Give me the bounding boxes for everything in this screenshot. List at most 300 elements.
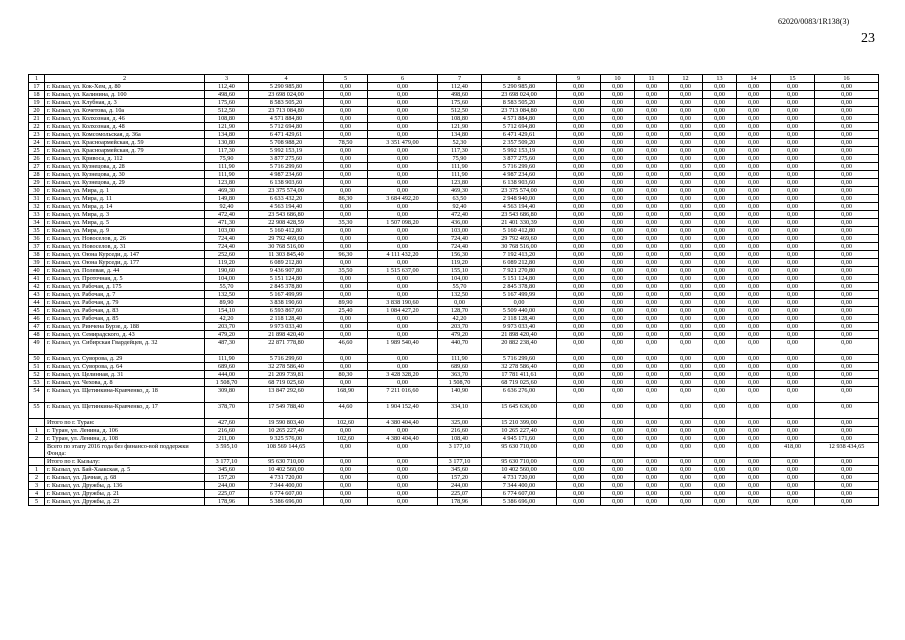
value-cell: 0,00 bbox=[815, 147, 879, 155]
value-cell: 111,90 bbox=[205, 171, 249, 179]
value-cell: 0,00 bbox=[324, 283, 368, 291]
value-cell: 0,00 bbox=[737, 267, 771, 275]
table-row bbox=[29, 498, 879, 506]
value-cell: 0,00 bbox=[815, 435, 879, 443]
value-cell: 75,90 bbox=[438, 155, 482, 163]
table-row bbox=[29, 179, 879, 187]
value-cell: 0,00 bbox=[482, 299, 557, 307]
value-cell: 121,90 bbox=[438, 123, 482, 131]
value-cell: 0,00 bbox=[669, 115, 703, 123]
value-cell: 168,90 bbox=[324, 387, 368, 403]
value-cell: 0,00 bbox=[601, 235, 635, 243]
value-cell: 7 921 270,80 bbox=[482, 267, 557, 275]
value-cell: 17 781 411,61 bbox=[482, 371, 557, 379]
value-cell: 0,00 bbox=[601, 466, 635, 474]
address-cell: г. Кызыл, ул. Новоселов, д. 31 bbox=[45, 243, 205, 251]
value-cell: 512,50 bbox=[205, 107, 249, 115]
value-cell: 108,80 bbox=[438, 115, 482, 123]
value-cell: 0,00 bbox=[635, 99, 669, 107]
value-cell: 9 436 907,80 bbox=[249, 267, 324, 275]
value-cell: 190,60 bbox=[205, 267, 249, 275]
value-cell: 0,00 bbox=[368, 466, 438, 474]
value-cell: 0,00 bbox=[557, 363, 601, 371]
value-cell: 0,00 bbox=[703, 291, 737, 299]
value-cell: 0,00 bbox=[771, 355, 815, 363]
value-cell: 0,00 bbox=[815, 498, 879, 506]
value-cell: 0,00 bbox=[557, 498, 601, 506]
value-cell: 0,00 bbox=[601, 107, 635, 115]
value-cell: 0,00 bbox=[815, 227, 879, 235]
value-cell: 0,00 bbox=[815, 315, 879, 323]
page-number: 23 bbox=[861, 31, 875, 46]
value-cell: 0,00 bbox=[601, 275, 635, 283]
table-row bbox=[29, 315, 879, 323]
row-number-cell: 28 bbox=[29, 171, 45, 179]
table-row bbox=[29, 267, 879, 275]
value-cell: 0,00 bbox=[601, 299, 635, 307]
address-cell: г. Кызыл, ул. Кузнецова, д. 30 bbox=[45, 171, 205, 179]
value-cell: 0,00 bbox=[635, 379, 669, 387]
value-cell: 0,00 bbox=[324, 147, 368, 155]
value-cell: 469,30 bbox=[438, 187, 482, 195]
value-cell: 0,00 bbox=[557, 291, 601, 299]
value-cell: 0,00 bbox=[771, 139, 815, 147]
value-cell: 0,00 bbox=[771, 267, 815, 275]
value-cell: 0,00 bbox=[324, 123, 368, 131]
value-cell: 0,00 bbox=[635, 482, 669, 490]
value-cell: 0,00 bbox=[669, 275, 703, 283]
value-cell: 0,00 bbox=[669, 363, 703, 371]
address-cell: г. Кызыл, ул. Мира, д. 1 bbox=[45, 187, 205, 195]
value-cell: 0,00 bbox=[635, 259, 669, 267]
value-cell: 42,20 bbox=[438, 315, 482, 323]
value-cell: 0,00 bbox=[737, 315, 771, 323]
column-number: 10 bbox=[601, 75, 635, 83]
value-cell: 0,00 bbox=[601, 331, 635, 339]
value-cell: 203,70 bbox=[438, 323, 482, 331]
value-cell: 5 151 124,80 bbox=[249, 275, 324, 283]
row-number-cell: 3 bbox=[29, 482, 45, 490]
value-cell: 80,30 bbox=[324, 371, 368, 379]
column-number: 5 bbox=[324, 75, 368, 83]
value-cell: 440,70 bbox=[438, 339, 482, 355]
table-row bbox=[29, 187, 879, 195]
value-cell: 0,00 bbox=[815, 275, 879, 283]
table-row bbox=[29, 203, 879, 211]
row-number-cell: 1 bbox=[29, 427, 45, 435]
value-cell: 1 515 637,00 bbox=[368, 267, 438, 275]
table-row bbox=[29, 251, 879, 259]
value-cell: 0,00 bbox=[324, 490, 368, 498]
value-cell: 5 712 694,80 bbox=[249, 123, 324, 131]
address-cell: г. Кызыл, ул. Мира, д. 3 bbox=[45, 211, 205, 219]
value-cell: 0,00 bbox=[815, 139, 879, 147]
value-cell: 155,10 bbox=[438, 267, 482, 275]
value-cell: 345,60 bbox=[438, 466, 482, 474]
row-number-cell: 37 bbox=[29, 243, 45, 251]
value-cell: 68 719 025,60 bbox=[249, 379, 324, 387]
value-cell: 0,00 bbox=[771, 371, 815, 379]
value-cell: 0,00 bbox=[771, 243, 815, 251]
address-cell: г. Кызыл, ул. Суворова, д. 64 bbox=[45, 363, 205, 371]
value-cell: 0,00 bbox=[737, 419, 771, 427]
value-cell: 0,00 bbox=[557, 123, 601, 131]
table-row bbox=[29, 355, 879, 363]
value-cell: 0,00 bbox=[635, 187, 669, 195]
value-cell: 0,00 bbox=[635, 371, 669, 379]
value-cell: 4 731 720,00 bbox=[249, 474, 324, 482]
value-cell: 102,60 bbox=[324, 419, 368, 427]
address-cell: г. Кызыл, ул. Рабочая, д. 79 bbox=[45, 299, 205, 307]
value-cell: 35,50 bbox=[324, 267, 368, 275]
value-cell: 0,00 bbox=[703, 219, 737, 227]
value-cell: 0,00 bbox=[703, 99, 737, 107]
value-cell: 0,00 bbox=[601, 435, 635, 443]
table-row bbox=[29, 235, 879, 243]
row-number-cell: 34 bbox=[29, 219, 45, 227]
value-cell: 0,00 bbox=[815, 91, 879, 99]
value-cell: 436,00 bbox=[438, 219, 482, 227]
value-cell: 0,00 bbox=[324, 83, 368, 91]
value-cell: 0,00 bbox=[815, 403, 879, 419]
value-cell: 0,00 bbox=[368, 123, 438, 131]
table-row bbox=[29, 371, 879, 379]
value-cell: 0,00 bbox=[669, 211, 703, 219]
value-cell: 3 177,10 bbox=[205, 458, 249, 466]
value-cell: 0,00 bbox=[368, 379, 438, 387]
address-cell: г. Кызыл, ул. Калинина, д. 100 bbox=[45, 91, 205, 99]
value-cell: 0,00 bbox=[601, 115, 635, 123]
value-cell: 0,00 bbox=[324, 363, 368, 371]
value-cell: 0,00 bbox=[703, 458, 737, 466]
value-cell: 0,00 bbox=[557, 323, 601, 331]
value-cell: 0,00 bbox=[368, 235, 438, 243]
value-cell: 0,00 bbox=[815, 155, 879, 163]
value-cell: 0,00 bbox=[771, 323, 815, 331]
table-row bbox=[29, 339, 879, 355]
row-number-cell bbox=[29, 458, 45, 466]
value-cell: 0,00 bbox=[557, 163, 601, 171]
row-number-cell: 52 bbox=[29, 371, 45, 379]
value-cell: 0,00 bbox=[737, 243, 771, 251]
value-cell: 0,00 bbox=[601, 131, 635, 139]
value-cell: 0,00 bbox=[557, 83, 601, 91]
value-cell: 0,00 bbox=[635, 123, 669, 131]
value-cell: 0,00 bbox=[669, 139, 703, 147]
value-cell: 5 290 985,80 bbox=[249, 83, 324, 91]
value-cell: 0,00 bbox=[771, 123, 815, 131]
table-row bbox=[29, 490, 879, 498]
value-cell: 0,00 bbox=[703, 171, 737, 179]
address-cell: г. Кызыл, ул. Мира, д. 14 bbox=[45, 203, 205, 211]
value-cell: 0,00 bbox=[815, 299, 879, 307]
value-cell: 0,00 bbox=[815, 187, 879, 195]
value-cell: 0,00 bbox=[324, 291, 368, 299]
value-cell: 0,00 bbox=[771, 107, 815, 115]
value-cell: 22 871 778,80 bbox=[249, 339, 324, 355]
address-cell: г. Кызыл, ул. Комсомольская, д. 36а bbox=[45, 131, 205, 139]
value-cell: 6 774 607,00 bbox=[482, 490, 557, 498]
value-cell: 178,96 bbox=[438, 498, 482, 506]
value-cell: 0,00 bbox=[601, 211, 635, 219]
address-cell: г. Кызыл, ул. Суворова, д. 29 bbox=[45, 355, 205, 363]
value-cell: 3 877 275,60 bbox=[249, 155, 324, 163]
value-cell: 0,00 bbox=[601, 490, 635, 498]
value-cell: 0,00 bbox=[368, 474, 438, 482]
table-row bbox=[29, 403, 879, 419]
value-cell: 103,00 bbox=[438, 227, 482, 235]
value-cell: 0,00 bbox=[737, 235, 771, 243]
value-cell: 13 847 292,60 bbox=[249, 387, 324, 403]
value-cell: 0,00 bbox=[557, 379, 601, 387]
value-cell: 95 630 710,00 bbox=[482, 458, 557, 466]
column-number: 7 bbox=[438, 75, 482, 83]
value-cell: 0,00 bbox=[771, 498, 815, 506]
value-cell: 21 401 330,39 bbox=[482, 219, 557, 227]
value-cell: 0,00 bbox=[815, 83, 879, 91]
value-cell: 0,00 bbox=[557, 435, 601, 443]
value-cell: 0,00 bbox=[669, 219, 703, 227]
address-cell: г. Кызыл, ул. Кочетова, д. 10а bbox=[45, 107, 205, 115]
value-cell: 149,80 bbox=[205, 195, 249, 203]
value-cell: 0,00 bbox=[815, 490, 879, 498]
value-cell: 0,00 bbox=[601, 139, 635, 147]
value-cell: 0,00 bbox=[703, 203, 737, 211]
value-cell: 0,00 bbox=[771, 466, 815, 474]
column-number: 1 bbox=[29, 75, 45, 83]
value-cell: 0,00 bbox=[771, 259, 815, 267]
row-number-cell: 48 bbox=[29, 331, 45, 339]
value-cell: 157,20 bbox=[438, 474, 482, 482]
row-number-cell: 46 bbox=[29, 315, 45, 323]
value-cell: 0,00 bbox=[557, 474, 601, 482]
value-cell: 0,00 bbox=[368, 227, 438, 235]
value-cell: 4 380 404,40 bbox=[368, 419, 438, 427]
column-number: 11 bbox=[635, 75, 669, 83]
table-row bbox=[29, 147, 879, 155]
table-row bbox=[29, 307, 879, 315]
table-row bbox=[29, 482, 879, 490]
value-cell: 0,00 bbox=[601, 403, 635, 419]
table-row bbox=[29, 323, 879, 331]
value-cell: 0,00 bbox=[771, 482, 815, 490]
value-cell: 102,60 bbox=[324, 435, 368, 443]
value-cell: 0,00 bbox=[669, 307, 703, 315]
row-number-cell: 25 bbox=[29, 147, 45, 155]
value-cell: 0,00 bbox=[815, 482, 879, 490]
value-cell: 9 325 576,00 bbox=[249, 435, 324, 443]
value-cell: 0,00 bbox=[557, 490, 601, 498]
value-cell: 0,00 bbox=[635, 355, 669, 363]
table-row bbox=[29, 299, 879, 307]
value-cell: 0,00 bbox=[635, 115, 669, 123]
value-cell: 23 698 024,00 bbox=[482, 91, 557, 99]
row-number-cell: 47 bbox=[29, 323, 45, 331]
value-cell: 0,00 bbox=[635, 147, 669, 155]
value-cell: 0,00 bbox=[368, 107, 438, 115]
value-cell: 0,00 bbox=[771, 403, 815, 419]
value-cell: 0,00 bbox=[703, 498, 737, 506]
value-cell: 0,00 bbox=[557, 91, 601, 99]
value-cell: 0,00 bbox=[737, 379, 771, 387]
value-cell: 378,70 bbox=[205, 403, 249, 419]
value-cell: 0,00 bbox=[703, 259, 737, 267]
value-cell: 0,00 bbox=[635, 219, 669, 227]
value-cell: 0,00 bbox=[557, 259, 601, 267]
value-cell: 0,00 bbox=[368, 243, 438, 251]
row-number-cell: 5 bbox=[29, 498, 45, 506]
value-cell: 0,00 bbox=[635, 139, 669, 147]
value-cell: 0,00 bbox=[368, 355, 438, 363]
row-number-cell: 33 bbox=[29, 211, 45, 219]
value-cell: 5 167 499,99 bbox=[249, 291, 324, 299]
value-cell: 0,00 bbox=[601, 339, 635, 355]
value-cell: 6 636 276,00 bbox=[482, 387, 557, 403]
address-cell: г. Кызыл, ул. Бай-Хаакская, д. 5 bbox=[45, 466, 205, 474]
value-cell: 5 509 440,00 bbox=[482, 307, 557, 315]
value-cell: 0,00 bbox=[815, 99, 879, 107]
column-number: 15 bbox=[771, 75, 815, 83]
value-cell: 0,00 bbox=[324, 131, 368, 139]
value-cell: 0,00 bbox=[703, 115, 737, 123]
value-cell: 5 708 988,20 bbox=[249, 139, 324, 147]
value-cell: 0,00 bbox=[635, 427, 669, 435]
value-cell: 0,00 bbox=[635, 443, 669, 458]
value-cell: 92,40 bbox=[438, 203, 482, 211]
value-cell: 0,00 bbox=[635, 163, 669, 171]
value-cell: 0,00 bbox=[368, 283, 438, 291]
value-cell: 0,00 bbox=[669, 482, 703, 490]
value-cell: 216,60 bbox=[438, 427, 482, 435]
value-cell: 0,00 bbox=[368, 275, 438, 283]
value-cell: 103,00 bbox=[205, 227, 249, 235]
value-cell: 0,00 bbox=[557, 331, 601, 339]
address-cell: г. Кызыл, ул. Рабочая, д. 83 bbox=[45, 307, 205, 315]
value-cell: 724,40 bbox=[438, 235, 482, 243]
value-cell: 0,00 bbox=[737, 203, 771, 211]
value-cell: 0,00 bbox=[771, 427, 815, 435]
value-cell: 0,00 bbox=[601, 123, 635, 131]
value-cell: 0,00 bbox=[703, 155, 737, 163]
value-cell: 111,90 bbox=[438, 171, 482, 179]
value-cell: 0,00 bbox=[601, 243, 635, 251]
value-cell: 244,00 bbox=[205, 482, 249, 490]
value-cell: 7 344 400,00 bbox=[249, 482, 324, 490]
row-number-cell: 38 bbox=[29, 251, 45, 259]
value-cell: 0,00 bbox=[669, 131, 703, 139]
value-cell: 0,00 bbox=[669, 466, 703, 474]
value-cell: 0,00 bbox=[703, 427, 737, 435]
value-cell: 17 549 788,40 bbox=[249, 403, 324, 419]
value-cell: 0,00 bbox=[635, 155, 669, 163]
value-cell: 15 210 399,00 bbox=[482, 419, 557, 427]
value-cell: 0,00 bbox=[703, 243, 737, 251]
value-cell: 95 630 710,00 bbox=[249, 458, 324, 466]
value-cell: 487,30 bbox=[205, 339, 249, 355]
value-cell: 0,00 bbox=[635, 251, 669, 259]
value-cell: 134,80 bbox=[438, 131, 482, 139]
value-cell: 0,00 bbox=[324, 466, 368, 474]
value-cell: 2 118 128,40 bbox=[249, 315, 324, 323]
value-cell: 0,00 bbox=[815, 379, 879, 387]
value-cell: 55,70 bbox=[205, 283, 249, 291]
value-cell: 0,00 bbox=[737, 219, 771, 227]
value-cell: 21 898 420,40 bbox=[482, 331, 557, 339]
value-cell: 0,00 bbox=[601, 315, 635, 323]
value-cell: 0,00 bbox=[669, 498, 703, 506]
value-cell: 0,00 bbox=[737, 123, 771, 131]
value-cell: 2 845 378,80 bbox=[249, 283, 324, 291]
address-cell: г. Кызыл, ул. Целинная, д. 31 bbox=[45, 371, 205, 379]
value-cell: 0,00 bbox=[771, 203, 815, 211]
column-number: 6 bbox=[368, 75, 438, 83]
value-cell: 0,00 bbox=[557, 107, 601, 115]
value-cell: 0,00 bbox=[737, 155, 771, 163]
table-row bbox=[29, 219, 879, 227]
value-cell: 0,00 bbox=[737, 323, 771, 331]
value-cell: 12 938 434,65 bbox=[815, 443, 879, 458]
value-cell: 325,00 bbox=[438, 419, 482, 427]
value-cell: 0,00 bbox=[669, 267, 703, 275]
value-cell: 0,00 bbox=[815, 387, 879, 403]
row-number-cell: 31 bbox=[29, 195, 45, 203]
value-cell: 0,00 bbox=[703, 91, 737, 99]
value-cell: 0,00 bbox=[438, 299, 482, 307]
value-cell: 123,80 bbox=[205, 179, 249, 187]
value-cell: 119,20 bbox=[205, 259, 249, 267]
value-cell: 0,00 bbox=[737, 147, 771, 155]
address-cell: г. Кызыл, ул. Кузнецова, д. 29 bbox=[45, 179, 205, 187]
value-cell: 0,00 bbox=[635, 83, 669, 91]
value-cell: 0,00 bbox=[324, 379, 368, 387]
address-cell: г. Кызыл, ул. Красноармейская, д. 79 bbox=[45, 147, 205, 155]
value-cell: 0,00 bbox=[368, 443, 438, 458]
value-cell: 0,00 bbox=[601, 171, 635, 179]
value-cell: 0,00 bbox=[557, 443, 601, 458]
value-cell: 0,00 bbox=[557, 403, 601, 419]
value-cell: 0,00 bbox=[703, 235, 737, 243]
value-cell: 0,00 bbox=[669, 99, 703, 107]
value-cell: 0,00 bbox=[635, 307, 669, 315]
table-row bbox=[29, 139, 879, 147]
value-cell: 0,00 bbox=[669, 331, 703, 339]
value-cell: 46,60 bbox=[324, 339, 368, 355]
address-cell: г. Кызыл, ул. Ринчена Бурзе, д. 188 bbox=[45, 323, 205, 331]
value-cell: 29 792 469,60 bbox=[249, 235, 324, 243]
table-row bbox=[29, 107, 879, 115]
value-cell: 0,00 bbox=[815, 243, 879, 251]
value-cell: 0,00 bbox=[324, 155, 368, 163]
table-row bbox=[29, 435, 879, 443]
value-cell: 0,00 bbox=[601, 427, 635, 435]
value-cell: 0,00 bbox=[368, 482, 438, 490]
value-cell: 0,00 bbox=[703, 339, 737, 355]
value-cell: 498,60 bbox=[438, 91, 482, 99]
value-cell: 0,00 bbox=[368, 458, 438, 466]
address-cell: г. Кызыл, ул. Оюна Курседи, д. 147 bbox=[45, 251, 205, 259]
value-cell: 0,00 bbox=[669, 323, 703, 331]
value-cell: 111,90 bbox=[205, 355, 249, 363]
value-cell: 3 428 328,20 bbox=[368, 371, 438, 379]
value-cell: 0,00 bbox=[368, 163, 438, 171]
value-cell: 3 177,10 bbox=[438, 443, 482, 458]
value-cell: 225,07 bbox=[438, 490, 482, 498]
row-number-cell: 19 bbox=[29, 99, 45, 107]
value-cell: 0,00 bbox=[557, 419, 601, 427]
value-cell: 4 380 404,40 bbox=[368, 435, 438, 443]
value-cell: 0,00 bbox=[815, 115, 879, 123]
value-cell: 0,00 bbox=[601, 498, 635, 506]
